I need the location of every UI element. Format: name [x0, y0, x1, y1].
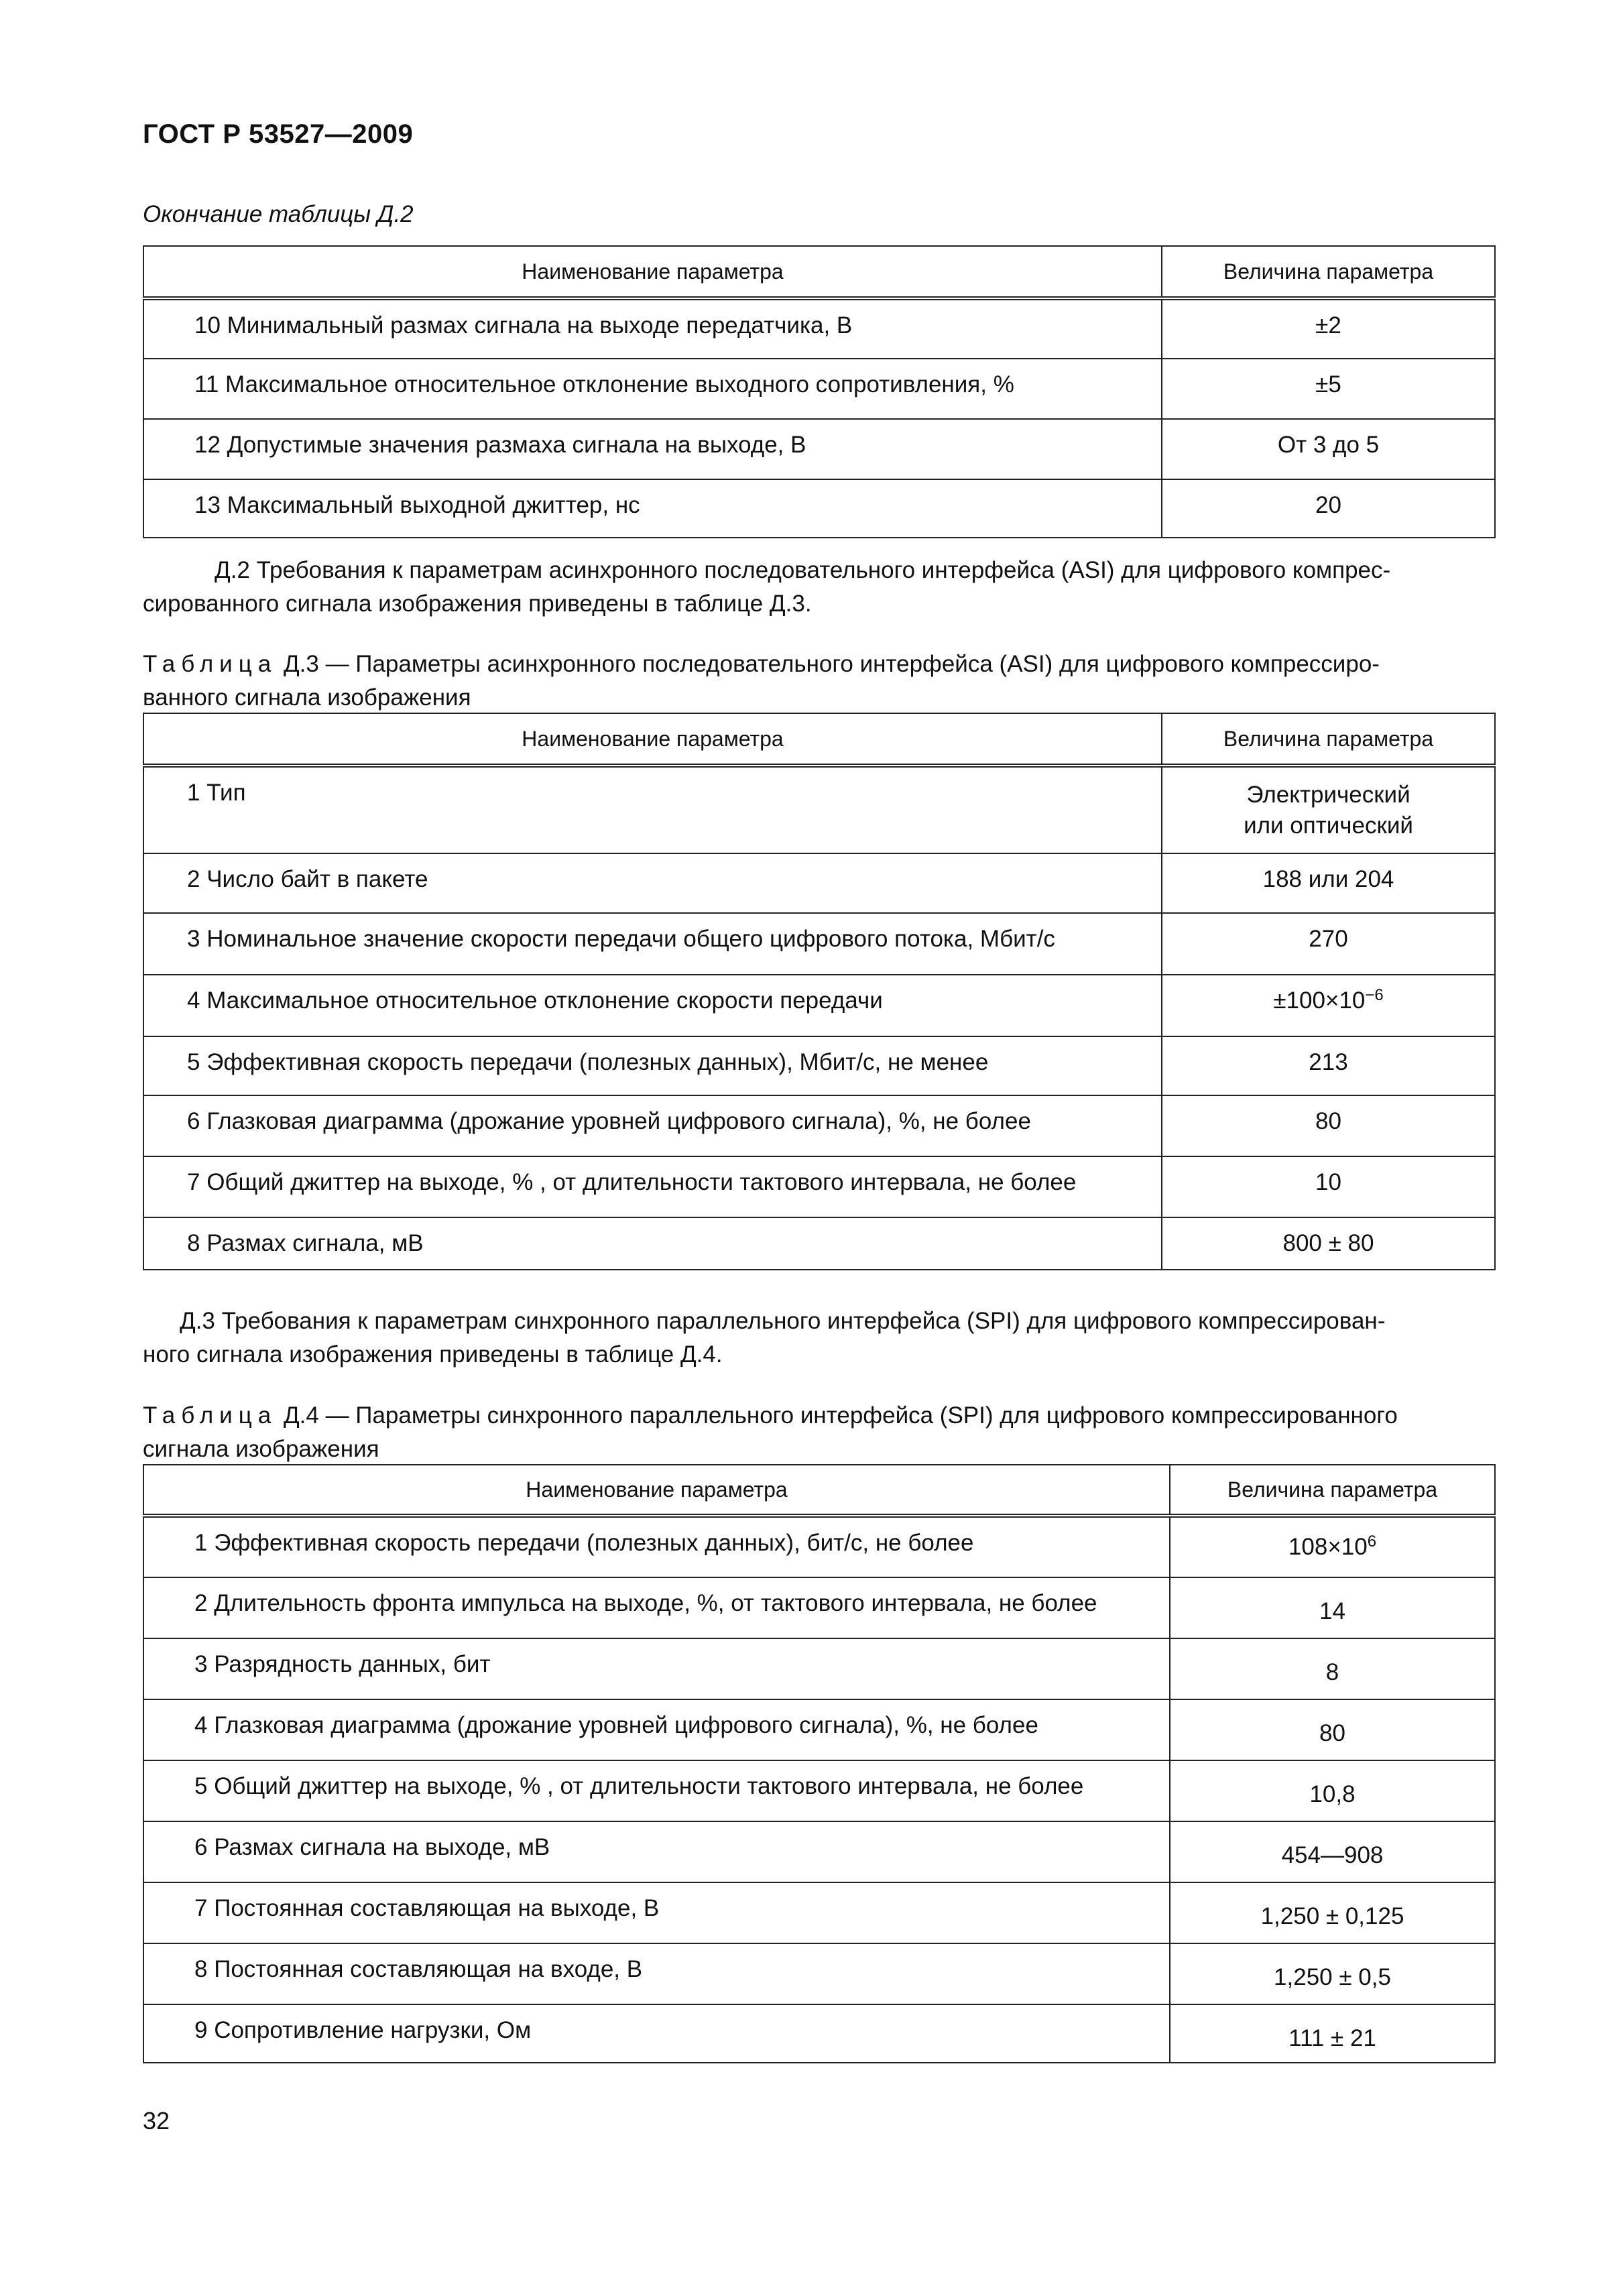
table-row — [143, 766, 1495, 853]
param-name: 2 Длительность фронта импульса на выходе, %, от тактового интервала, не более — [143, 1577, 1170, 1638]
param-value: 213 — [1162, 1036, 1495, 1095]
table-d2-continuation-caption: Окончание таблицы Д.2 — [143, 201, 414, 227]
column-header-name: Наименование параметра — [143, 246, 1162, 298]
table-d4-caption-line2: сигнала изображения — [143, 1436, 379, 1462]
param-value: 1,250 ± 0,5 — [1170, 1943, 1495, 2004]
param-value: От 3 до 5 — [1162, 419, 1495, 479]
table-label: Таблица — [143, 1402, 278, 1429]
param-name: 4 Глазковая диаграмма (дрожание уровней цифрового сигнала), %, не более — [143, 1699, 1170, 1760]
param-value: 80 — [1162, 1095, 1495, 1156]
table-row — [143, 1943, 1495, 2004]
table-d4 — [143, 1464, 1496, 2063]
table-header-row — [143, 713, 1495, 766]
table-row — [143, 1760, 1495, 1821]
param-name: 6 Размах сигнала на выходе, мВ — [143, 1821, 1170, 1882]
table-row — [143, 913, 1495, 975]
param-name: 13 Максимальный выходной джиттер, нс — [143, 479, 1162, 538]
param-value-base: 108×10 — [1288, 1534, 1368, 1560]
param-name: 1 Эффективная скорость передачи (полезных данных), бит/с, не более — [143, 1516, 1170, 1577]
paragraph-d3-line1: Д.3 Требования к параметрам синхронного параллельного интерфейса (SPI) для цифрового компрессирован- — [180, 1308, 1386, 1334]
table-row — [143, 479, 1495, 538]
column-header-value: Величина параметра — [1162, 246, 1495, 298]
param-value-exponent: 6 — [1367, 1532, 1377, 1551]
table-d3-caption-line2: ванного сигнала изображения — [143, 684, 471, 711]
param-value-exponent: −6 — [1365, 986, 1384, 1004]
table-row — [143, 1217, 1495, 1270]
paragraph-d3 — [143, 1305, 1496, 1372]
param-value-line2: или оптический — [1244, 812, 1413, 839]
table-header-row — [143, 1465, 1495, 1516]
table-row — [143, 419, 1495, 479]
table-row — [143, 1577, 1495, 1638]
table-d4-caption — [143, 1399, 1496, 1466]
param-value: ±5 — [1162, 359, 1495, 419]
param-name: 5 Эффективная скорость передачи (полезных данных), Мбит/с, не менее — [143, 1036, 1162, 1095]
param-value: 188 или 204 — [1162, 853, 1495, 913]
param-name: 7 Общий джиттер на выходе, % , от длительности тактового интервала, не более — [143, 1156, 1162, 1217]
param-value — [1170, 1516, 1495, 1577]
table-row — [143, 298, 1495, 359]
param-value: 10,8 — [1170, 1760, 1495, 1821]
paragraph-d2-line2: сированного сигнала изображения приведены в таблице Д.3. — [143, 591, 812, 617]
table-d2-continuation — [143, 245, 1496, 538]
param-value: 270 — [1162, 913, 1495, 975]
param-value: 8 — [1170, 1638, 1495, 1699]
param-name: 9 Сопротивление нагрузки, Ом — [143, 2004, 1170, 2063]
table-label: Таблица — [143, 651, 278, 677]
param-value: 454—908 — [1170, 1821, 1495, 1882]
table-d3-caption — [143, 648, 1496, 715]
param-name: 5 Общий джиттер на выходе, % , от длительности тактового интервала, не более — [143, 1760, 1170, 1821]
table-row — [143, 1638, 1495, 1699]
table-row — [143, 1699, 1495, 1760]
param-name: 3 Разрядность данных, бит — [143, 1638, 1170, 1699]
param-name: 3 Номинальное значение скорости передачи общего цифрового потока, Мбит/с — [143, 913, 1162, 975]
param-value: 111 ± 21 — [1170, 2004, 1495, 2063]
param-value-line1: Электрический — [1246, 782, 1410, 808]
param-value: 80 — [1170, 1699, 1495, 1760]
table-row — [143, 2004, 1495, 2063]
column-header-name: Наименование параметра — [143, 713, 1162, 766]
paragraph-d3-line2: ного сигнала изображения приведены в таблице Д.4. — [143, 1341, 723, 1368]
param-value: ±2 — [1162, 298, 1495, 359]
param-name: 4 Максимальное относительное отклонение скорости передачи — [143, 975, 1162, 1036]
table-header-row — [143, 246, 1495, 298]
page-number: 32 — [143, 2107, 170, 2134]
table-row — [143, 1095, 1495, 1156]
table-row — [143, 975, 1495, 1036]
table-row — [143, 359, 1495, 419]
table-row — [143, 1036, 1495, 1095]
param-name: 11 Максимальное относительное отклонение выходного сопротивления, % — [143, 359, 1162, 419]
table-row — [143, 1821, 1495, 1882]
table-row — [143, 1516, 1495, 1577]
param-name: 8 Размах сигнала, мВ — [143, 1217, 1162, 1270]
paragraph-d2 — [143, 554, 1496, 621]
param-value — [1162, 766, 1495, 853]
param-value: 10 — [1162, 1156, 1495, 1217]
param-name: 12 Допустимые значения размаха сигнала на выходе, В — [143, 419, 1162, 479]
param-value: 14 — [1170, 1577, 1495, 1638]
param-value: 20 — [1162, 479, 1495, 538]
column-header-value: Величина параметра — [1162, 713, 1495, 766]
param-value — [1162, 975, 1495, 1036]
param-name: 6 Глазковая диаграмма (дрожание уровней цифрового сигнала), %, не более — [143, 1095, 1162, 1156]
paragraph-d2-line1: Д.2 Требования к параметрам асинхронного последовательного интерфейса (ASI) для цифрового компрес- — [215, 557, 1391, 583]
param-name: 1 Тип — [143, 766, 1162, 853]
param-value: 1,250 ± 0,125 — [1170, 1882, 1495, 1943]
column-header-value: Величина параметра — [1170, 1465, 1495, 1516]
table-d4-caption-line1: Д.4 — Параметры синхронного параллельного интерфейса (SPI) для цифрового компрессированного — [283, 1402, 1398, 1429]
table-row — [143, 853, 1495, 913]
param-value: 800 ± 80 — [1162, 1217, 1495, 1270]
table-row — [143, 1882, 1495, 1943]
table-d3-caption-line1: Д.3 — Параметры асинхронного последовательного интерфейса (ASI) для цифрового компрессиро- — [283, 651, 1380, 677]
document-header: ГОСТ Р 53527—2009 — [143, 119, 414, 149]
column-header-name: Наименование параметра — [143, 1465, 1170, 1516]
param-name: 7 Постоянная составляющая на выходе, В — [143, 1882, 1170, 1943]
table-d3 — [143, 713, 1496, 1270]
param-name: 8 Постоянная составляющая на входе, В — [143, 1943, 1170, 2004]
param-name: 10 Минимальный размах сигнала на выходе передатчика, В — [143, 298, 1162, 359]
param-name: 2 Число байт в пакете — [143, 853, 1162, 913]
param-value-base: ±100×10 — [1273, 987, 1366, 1014]
table-row — [143, 1156, 1495, 1217]
